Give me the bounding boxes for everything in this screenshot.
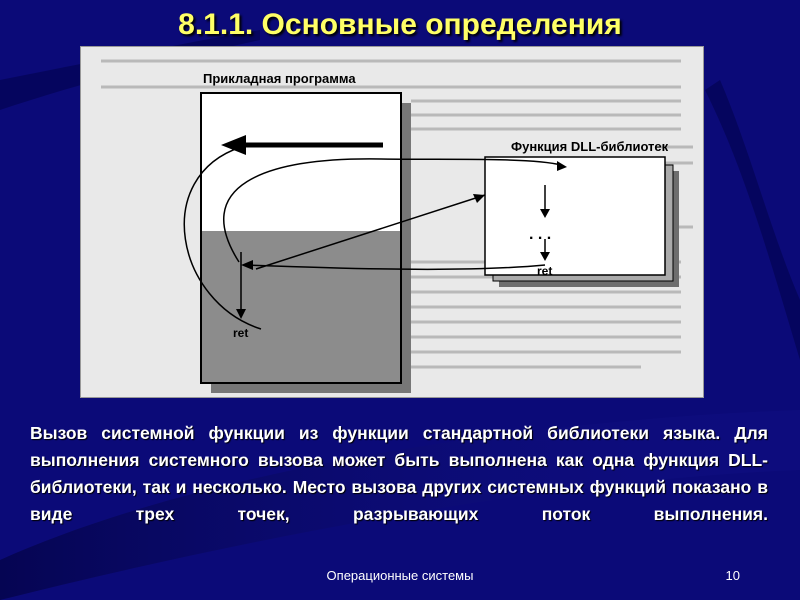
app-label: Прикладная программа bbox=[203, 71, 356, 86]
dll-box bbox=[485, 157, 665, 275]
footer-course-title: Операционные системы bbox=[326, 568, 474, 583]
diagram-figure bbox=[80, 46, 704, 398]
app-box-shaded-region bbox=[202, 231, 400, 382]
slide-title: 8.1.1. Основные определения bbox=[178, 8, 622, 41]
ret-right-label: ret bbox=[537, 264, 553, 278]
dll-label: Функция DLL-библиотек bbox=[511, 139, 669, 154]
page-number: 10 bbox=[725, 568, 740, 583]
ret-left-label: ret bbox=[233, 326, 249, 340]
dll-dots: . . . bbox=[529, 226, 552, 243]
call-flow-diagram bbox=[81, 47, 703, 397]
slide-caption: Вызов системной функции из функции стандартной библиотеки языка. Для выполнения системного вызова может быть выполнена как одна функция DLL-библиотеки, так и несколько. Место вызова других системных функций показано в виде трех точек, разрывающих поток выполнения. bbox=[30, 423, 768, 524]
